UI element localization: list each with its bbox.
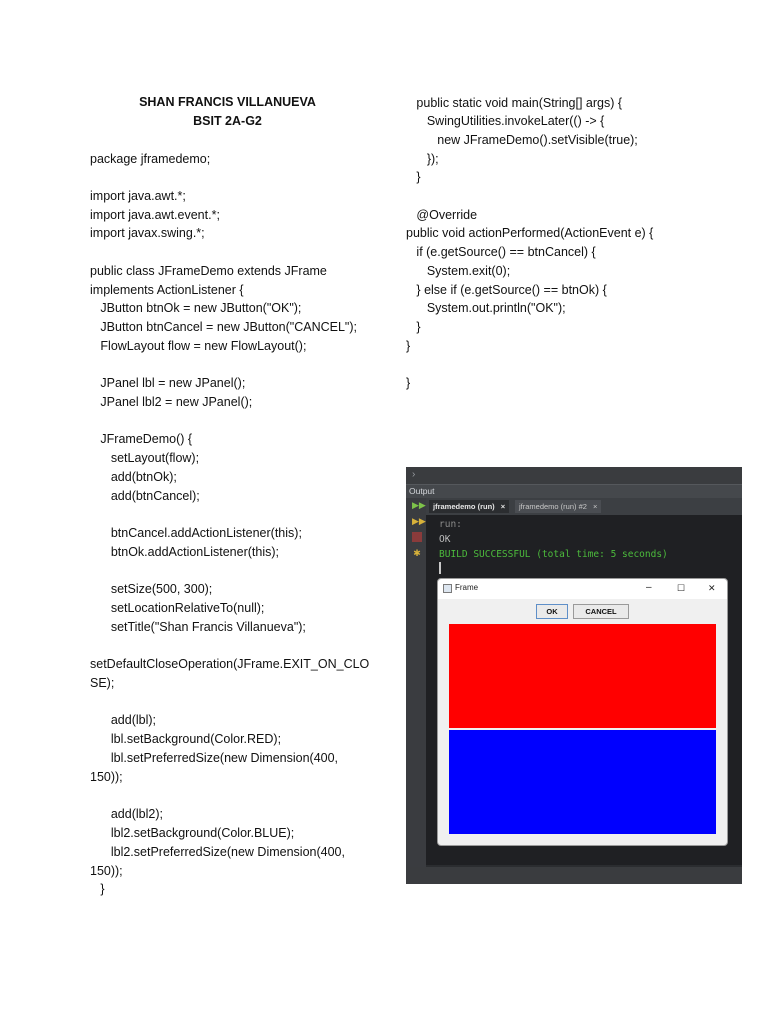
code-line: lbl2.setPreferredSize(new Dimension(400,: [90, 845, 345, 859]
code-line: setSize(500, 300);: [90, 582, 213, 596]
code-line: });: [406, 152, 439, 166]
code-line: }: [406, 170, 421, 184]
text-caret: [439, 562, 441, 574]
tab-label: jframedemo (run) #2: [519, 502, 587, 511]
code-line: import java.awt.*;: [90, 189, 186, 203]
code-line: System.out.println("OK");: [406, 301, 566, 315]
code-line: JPanel lbl = new JPanel();: [90, 376, 246, 390]
rerun-icon[interactable]: ▶▶: [412, 500, 426, 510]
output-toolbar: [406, 498, 426, 884]
code-line: package jframedemo;: [90, 152, 211, 166]
code-line: JPanel lbl2 = new JPanel();: [90, 395, 253, 409]
code-line: }: [406, 339, 411, 353]
code-line: implements ActionListener {: [90, 283, 244, 297]
code-line: add(lbl);: [90, 713, 156, 727]
code-line: 150));: [90, 770, 123, 784]
close-icon[interactable]: ×: [593, 502, 598, 511]
chevron-right-icon: ›: [412, 469, 416, 480]
output-panel-header: [406, 484, 742, 498]
window-title: Frame: [455, 583, 479, 592]
code-line: public class JFrameDemo extends JFrame: [90, 264, 327, 278]
section-label: BSIT 2A-G2: [193, 114, 262, 128]
close-icon[interactable]: ✕: [708, 583, 716, 593]
code-line: setLocationRelativeTo(null);: [90, 601, 265, 615]
code-line: btnOk.addActionListener(this);: [90, 545, 279, 559]
code-line: 150));: [90, 864, 123, 878]
console-line: run:: [439, 519, 462, 530]
code-line: btnCancel.addActionListener(this);: [90, 526, 302, 540]
code-line: add(btnCancel);: [90, 489, 200, 503]
code-line: FlowLayout flow = new FlowLayout();: [90, 339, 307, 353]
code-line: }: [406, 376, 411, 390]
close-icon[interactable]: ×: [500, 502, 506, 511]
code-line: @Override: [406, 208, 478, 222]
code-line: new JFrameDemo().setVisible(true);: [406, 133, 638, 147]
console-line: OK: [439, 534, 451, 545]
code-line: SE);: [90, 676, 115, 690]
window-titlebar[interactable]: [438, 579, 727, 599]
ide-toolbar: [406, 467, 742, 484]
output-panel-title: Output: [409, 486, 435, 496]
tab-jframedemo-run-2[interactable]: [515, 500, 601, 513]
code-line: SwingUtilities.invokeLater(() -> {: [406, 114, 605, 128]
code-line: JButton btnCancel = new JButton("CANCEL");: [90, 320, 357, 334]
code-line: setDefaultCloseOperation(JFrame.EXIT_ON_CLO: [90, 657, 370, 671]
ide-screenshot: [406, 467, 742, 884]
maximize-icon[interactable]: ☐: [677, 583, 686, 593]
code-line: public static void main(String[] args) {: [406, 96, 623, 110]
code-line: System.exit(0);: [406, 264, 511, 278]
code-line: lbl.setPreferredSize(new Dimension(400,: [90, 751, 339, 765]
cancel-button[interactable]: CANCEL: [573, 604, 629, 619]
author-name: SHAN FRANCIS VILLANUEVA: [139, 95, 316, 109]
java-frame-window: [437, 578, 728, 846]
tab-jframedemo-run[interactable]: [429, 500, 509, 513]
code-line: JFrameDemo() {: [90, 432, 193, 446]
tab-label: jframedemo (run): [433, 502, 495, 511]
red-panel: [449, 624, 716, 728]
code-line: setLayout(flow);: [90, 451, 200, 465]
settings-icon[interactable]: ✱: [413, 548, 421, 558]
code-line: if (e.getSource() == btnCancel) {: [406, 245, 596, 259]
rerun-with-options-icon[interactable]: ▶▶: [412, 516, 426, 526]
code-line: import java.awt.event.*;: [90, 208, 220, 222]
code-line: }: [90, 882, 105, 896]
code-line: } else if (e.getSource() == btnOk) {: [406, 283, 607, 297]
stop-icon[interactable]: [412, 532, 422, 542]
code-line: }: [406, 320, 421, 334]
code-line: JButton btnOk = new JButton("OK");: [90, 301, 302, 315]
java-app-icon: [443, 584, 452, 593]
code-line: public void actionPerformed(ActionEvent e) {: [406, 226, 654, 240]
code-line: add(btnOk);: [90, 470, 177, 484]
code-line: add(lbl2);: [90, 807, 163, 821]
code-line: import javax.swing.*;: [90, 226, 205, 240]
ok-button[interactable]: OK: [536, 604, 568, 619]
code-line: lbl2.setBackground(Color.BLUE);: [90, 826, 295, 840]
console-line: BUILD SUCCESSFUL (total time: 5 seconds): [439, 549, 668, 560]
ide-status-strip: [406, 867, 742, 884]
code-line: lbl.setBackground(Color.RED);: [90, 732, 282, 746]
minimize-icon[interactable]: –: [646, 582, 652, 593]
output-tabs: [426, 498, 742, 515]
blue-panel: [449, 730, 716, 834]
code-line: setTitle("Shan Francis Villanueva");: [90, 620, 306, 634]
